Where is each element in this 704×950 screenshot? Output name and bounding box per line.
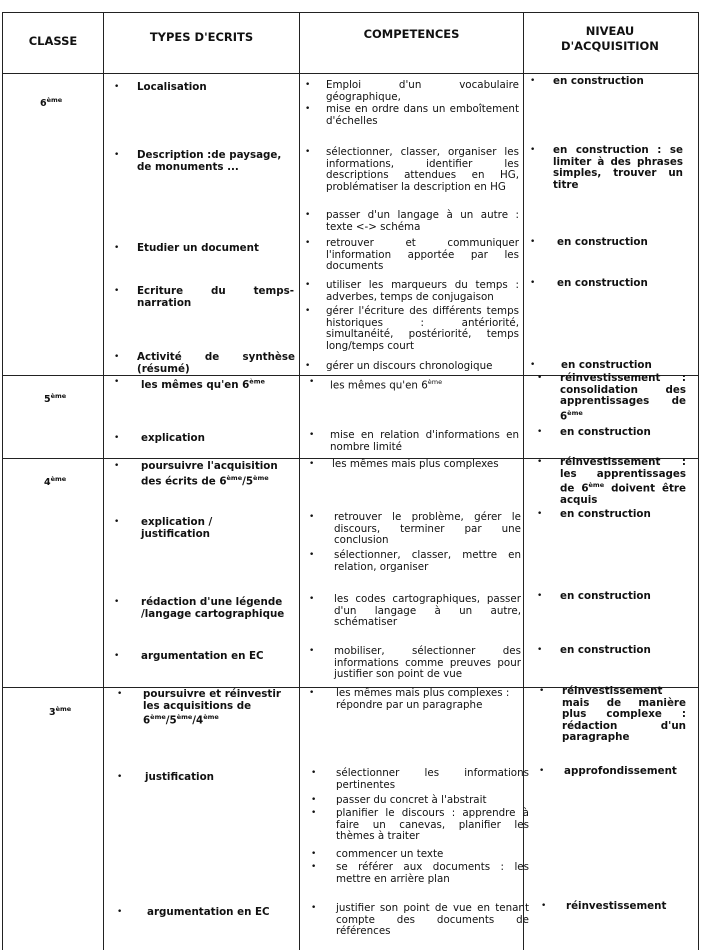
writing-type: Activité de synthèse (résumé): [137, 351, 295, 375]
class-label: 5ème: [44, 392, 67, 406]
competence-item: commencer un texte: [336, 848, 444, 860]
bullet: •: [309, 646, 315, 656]
bullet: •: [539, 686, 545, 696]
bullet: •: [311, 903, 317, 913]
bullet: •: [117, 772, 123, 782]
level-item: en construction: [553, 75, 644, 87]
bullet: •: [530, 76, 536, 86]
competence-item: les mêmes qu'en 6ème: [330, 378, 443, 392]
bullet: •: [305, 280, 311, 290]
competence-item: les codes cartographiques, passer d'un langage à un autre, schématiser: [334, 593, 521, 629]
column-divider: [103, 12, 104, 950]
writing-type: explication: [141, 432, 205, 444]
competence-item: sélectionner, classer, organiser les informations, identifier les descriptions attendues en HG, problématiser la description en HG: [326, 146, 519, 193]
table-border-top: [2, 12, 699, 13]
level-item: en construction: [560, 644, 651, 656]
bullet: •: [537, 591, 543, 601]
level-item: approfondissement: [564, 765, 677, 777]
writing-type: argumentation en EC: [147, 906, 270, 918]
writing-type: Etudier un document: [137, 242, 259, 254]
bullet: •: [309, 430, 315, 440]
bullet: •: [305, 306, 311, 316]
competence-item: passer du concret à l'abstrait: [336, 794, 487, 806]
bullet: •: [530, 145, 536, 155]
level-item: en construction: [557, 277, 648, 289]
bullet: •: [114, 597, 120, 607]
bullet: •: [309, 688, 315, 698]
bullet: •: [117, 907, 123, 917]
writing-type: justification: [145, 771, 214, 783]
bullet: •: [114, 82, 120, 92]
bullet: •: [305, 104, 311, 114]
bullet: •: [530, 237, 536, 247]
bullet: •: [305, 210, 311, 220]
competence-item: justifier son point de vue en tenant compte des documents de références: [336, 902, 529, 938]
competence-item: les mêmes mais plus complexes: [332, 458, 499, 470]
writing-type: les mêmes qu'en 6ème: [141, 378, 265, 392]
bullet: •: [309, 459, 315, 469]
writing-type: poursuivre et réinvestir les acquisitions de 6ème/5ème/4ème: [143, 688, 281, 727]
level-item: en construction : se limiter à des phrases simples, trouver un titre: [553, 144, 683, 191]
bullet: •: [114, 286, 120, 296]
bullet: •: [114, 433, 120, 443]
bullet: •: [305, 80, 311, 90]
level-item: réinvestissement mais de manière plus complexe : rédaction d'un paragraphe: [562, 685, 686, 744]
writing-type: Description :de paysage, de monuments ...: [137, 149, 282, 173]
writing-type: Localisation: [137, 81, 207, 93]
bullet: •: [114, 150, 120, 160]
bullet: •: [114, 243, 120, 253]
writing-type: rédaction d'une légende /langage cartographique: [141, 596, 285, 620]
bullet: •: [309, 512, 315, 522]
bullet: •: [537, 373, 543, 383]
bullet: •: [114, 651, 120, 661]
bullet: •: [309, 594, 315, 604]
bullet: •: [539, 766, 545, 776]
header-classe: CLASSE: [28, 34, 78, 48]
class-label: 3ème: [49, 705, 72, 719]
bullet: •: [114, 352, 120, 362]
table-border-right: [698, 12, 699, 950]
level-item: réinvestissement : les apprentissages de 6ème doivent être acquis: [560, 456, 686, 507]
competence-item: se référer aux documents : les mettre en arrière plan: [336, 861, 529, 885]
bullet: •: [305, 238, 311, 248]
competence-item: les mêmes mais plus complexes : répondre par un paragraphe: [336, 687, 510, 711]
writing-type: explication / justification: [141, 516, 213, 540]
level-item: en construction: [560, 508, 651, 520]
competence-item: sélectionner les informations pertinentes: [336, 767, 529, 791]
table-border-left: [2, 12, 3, 950]
level-item: réinvestissement: [566, 900, 667, 912]
level-item: en construction: [560, 426, 651, 438]
competence-item: gérer l'écriture des différents temps historiques : antériorité, simultanéité, postériorité, temps long/temps court: [326, 305, 519, 352]
bullet: •: [311, 862, 317, 872]
column-divider: [299, 12, 300, 950]
header-niveau: NIVEAU D'ACQUISITION: [561, 24, 659, 53]
bullet: •: [114, 517, 120, 527]
competence-item: sélectionner, classer, mettre en relation, organiser: [334, 549, 521, 573]
level-item: en construction: [560, 590, 651, 602]
bullet: •: [309, 550, 315, 560]
competence-item: mobiliser, sélectionner des informations comme preuves pour justifier son point de vue: [334, 645, 521, 681]
bullet: •: [311, 808, 317, 818]
bullet: •: [117, 689, 123, 699]
header-types: TYPES D'ECRITS: [149, 30, 254, 44]
competence-item: utiliser les marqueurs du temps : adverbes, temps de conjugaison: [326, 279, 519, 303]
competence-item: mise en relation d'informations en nombre limité: [330, 429, 519, 453]
writing-type: poursuivre l'acquisition des écrits de 6ème/5ème: [141, 460, 278, 488]
bullet: •: [305, 147, 311, 157]
writing-type: argumentation en EC: [141, 650, 264, 662]
bullet: •: [537, 427, 543, 437]
competence-item: mise en ordre dans un emboîtement d'échelles: [326, 103, 519, 127]
bullet: •: [309, 377, 315, 387]
competence-item: passer d'un langage à un autre : texte <-> schéma: [326, 209, 519, 233]
competence-item: planifier le discours : apprendre à faire un canevas, planifier les thèmes à traiter: [336, 807, 529, 843]
competence-item: retrouver le problème, gérer le discours, terminer par une conclusion: [334, 511, 521, 547]
bullet: •: [311, 795, 317, 805]
bullet: •: [311, 768, 317, 778]
bullet: •: [541, 901, 547, 911]
header-competences: COMPETENCES: [363, 27, 460, 41]
class-label: 6ème: [40, 96, 63, 110]
level-item: en construction: [561, 359, 652, 371]
class-label: 4ème: [44, 475, 67, 489]
bullet: •: [114, 377, 120, 387]
bullet: •: [114, 461, 120, 471]
bullet: •: [537, 457, 543, 467]
bullet: •: [530, 360, 536, 370]
competence-item: gérer un discours chronologique: [326, 360, 493, 372]
bullet: •: [537, 645, 543, 655]
bullet: •: [311, 849, 317, 859]
level-item: en construction: [557, 236, 648, 248]
writing-type: Ecriture du temps-narration: [137, 285, 294, 309]
bullet: •: [537, 509, 543, 519]
bullet: •: [530, 278, 536, 288]
competence-item: Emploi d'un vocabulaire géographique,: [326, 79, 519, 103]
bullet: •: [305, 361, 311, 371]
level-item: réinvestissement : consolidation des apprentissages de 6ème: [560, 372, 686, 423]
competence-item: retrouver et communiquer l'information apportée par les documents: [326, 237, 519, 273]
